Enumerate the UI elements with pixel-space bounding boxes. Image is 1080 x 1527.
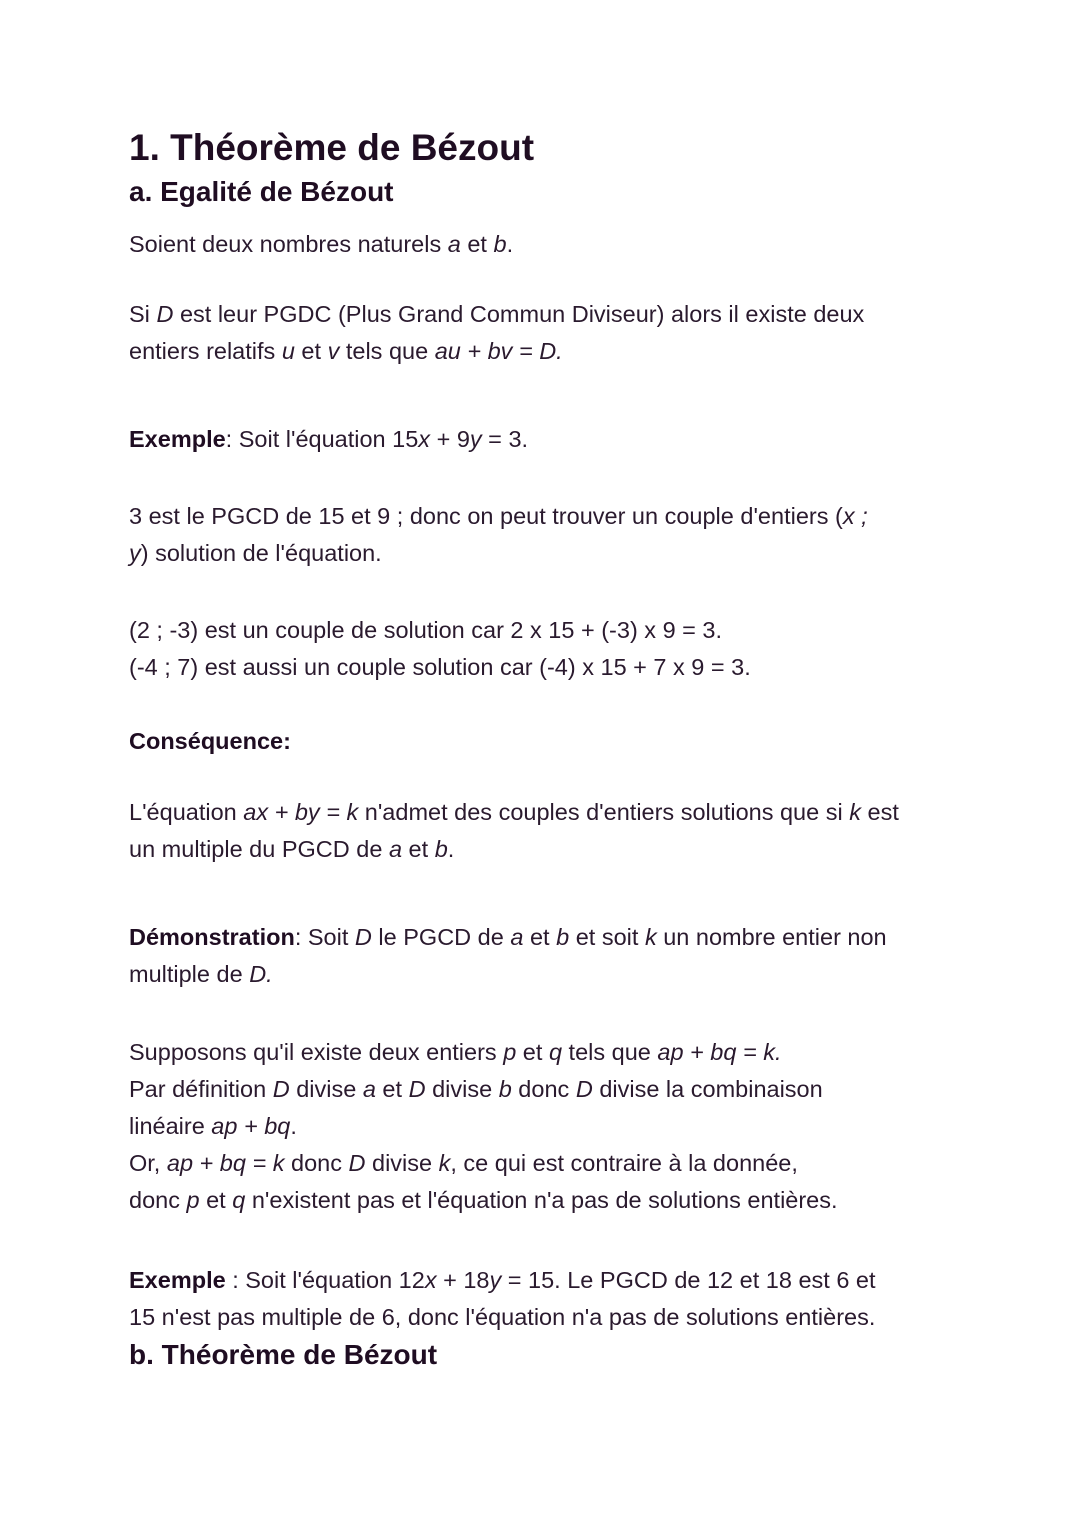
example-2-label: Exemple bbox=[129, 1267, 226, 1293]
demonstration-label: Démonstration bbox=[129, 924, 295, 950]
subsection-title-b: b. Théorème de Bézout bbox=[129, 1339, 438, 1370]
subsection-title-a: a. Egalité de Bézout bbox=[129, 176, 394, 207]
example-1: Exemple: Soit l'équation 15x + 9y = 3. bbox=[129, 426, 529, 452]
proof-paragraph: Supposons qu'il existe deux entiers p et q tels que ap + bq = k. Par définition D divise a et D divise b donc D divise la combinaison linéaire ap + bq. Or, ap + bq = k donc D divise k, ce qui est contraire à la donnée, donc p et q n'existent pas et l'équation n'a pas de solutions entières. bbox=[129, 1039, 838, 1213]
intro-paragraph: Soient deux nombres naturels a et b. bbox=[129, 231, 514, 257]
example-2: Exemple : Soit l'équation 12x + 18y = 15. Le PGCD de 12 et 18 est 6 et 15 n'est pas multiple de 6, donc l'équation n'a pas de solutions entières. bbox=[129, 1267, 876, 1330]
example-1-solutions: (2 ; -3) est un couple de solution car 2 x 15 + (-3) x 9 = 3. (-4 ; 7) est aussi un couple solution car (-4) x 15 + 7 x 9 = 3. bbox=[129, 617, 751, 680]
section-title: 1. Théorème de Bézout bbox=[129, 127, 535, 168]
consequence-paragraph: L'équation ax + by = k n'admet des couples d'entiers solutions que si k est un multiple du PGCD de a et b. bbox=[129, 799, 899, 862]
consequence-label: Conséquence: bbox=[129, 728, 291, 754]
demonstration-paragraph: Démonstration: Soit D le PGCD de a et b et soit k un nombre entier non multiple de D. bbox=[129, 924, 887, 987]
pgcd-paragraph: Si D est leur PGDC (Plus Grand Commun Diviseur) alors il existe deux entiers relatifs u et v tels que au + bv = D. bbox=[129, 301, 865, 364]
example-1-explanation: 3 est le PGCD de 15 et 9 ; donc on peut trouver un couple d'entiers (x ; y) solution de l'équation. bbox=[129, 503, 868, 566]
example-label: Exemple bbox=[129, 426, 226, 452]
